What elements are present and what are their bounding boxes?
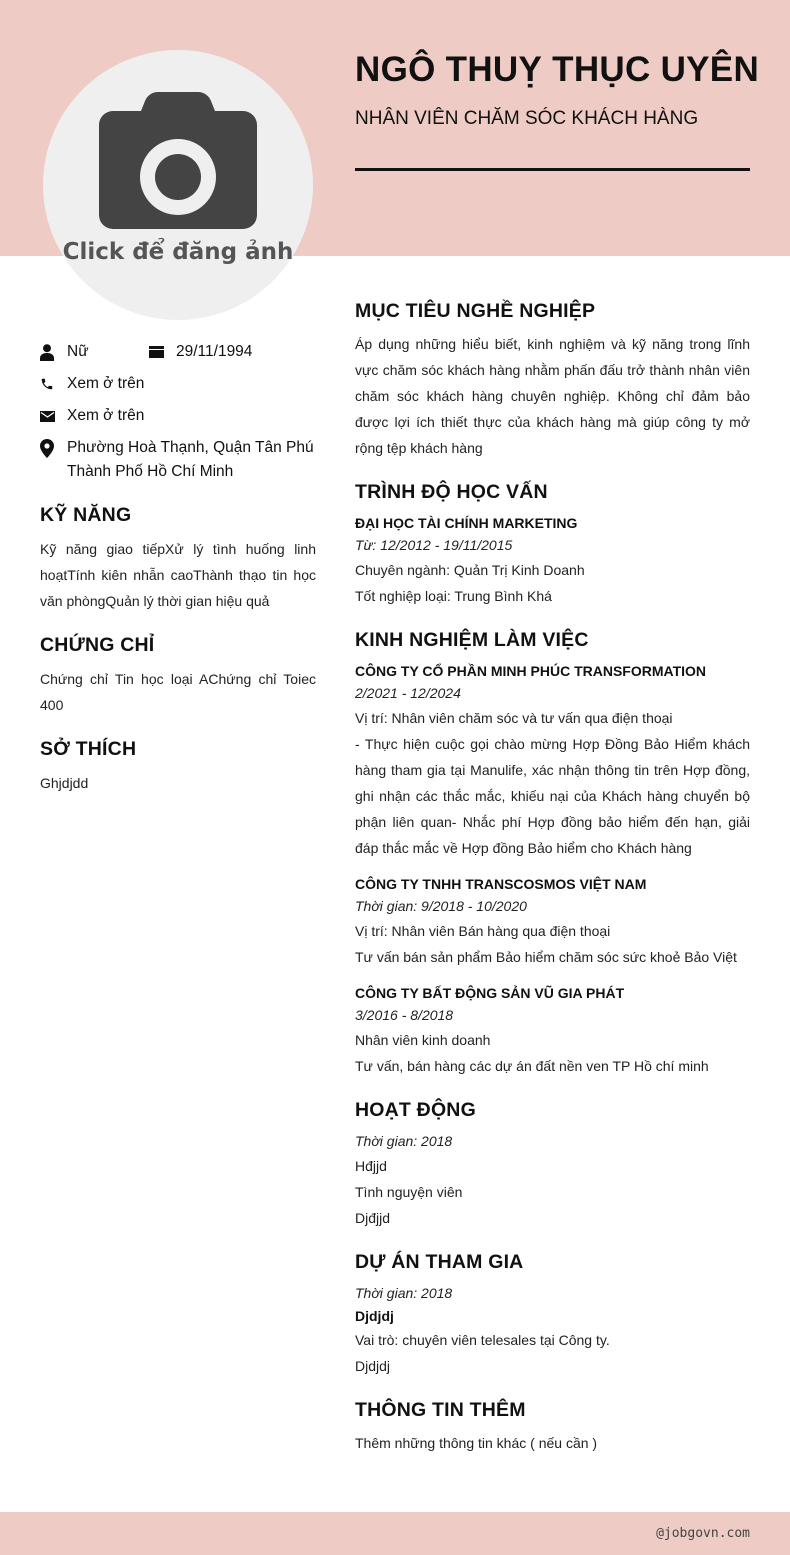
objective-section bbox=[355, 300, 750, 461]
address-row bbox=[40, 436, 316, 484]
project-name: Djdjdj bbox=[355, 1308, 394, 1324]
activity-org: Hđjjd bbox=[355, 1158, 387, 1174]
education-grade: Tốt nghiệp loại: Trung Bình Khá bbox=[355, 588, 552, 604]
activities-section bbox=[355, 1099, 750, 1231]
projects-heading: DỰ ÁN THAM GIA bbox=[355, 1251, 524, 1273]
right-column bbox=[355, 300, 750, 1476]
location-pin-icon bbox=[40, 436, 67, 460]
projects-section bbox=[355, 1251, 750, 1379]
job-company: CÔNG TY CỔ PHẦN MINH PHÚC TRANSFORMATION bbox=[355, 663, 707, 679]
person-icon bbox=[40, 340, 67, 364]
left-column bbox=[40, 340, 316, 796]
job-period: 2/2021 - 12/2024 bbox=[355, 685, 461, 701]
phone-row bbox=[40, 372, 316, 396]
objective-text: Áp dụng những hiểu biết, kinh nghiệm và kỹ năng trong lĩnh vực chăm sóc khách hàng nhằm phấn đấu trở thành nhân viên chăm sóc khách hàng chuyên nghiệp. Không chỉ đảm bảo được lợi ích thiết thực của khách hàng mà giúp công ty mở rộng tệp khách hàng bbox=[355, 336, 750, 456]
job-position: Vị trí: Nhân viên chăm sóc và tư vấn qua điện thoại bbox=[355, 710, 673, 726]
job-entry bbox=[355, 982, 750, 1079]
job-period: 3/2016 - 8/2018 bbox=[355, 1007, 454, 1023]
avatar-upload[interactable] bbox=[43, 50, 313, 320]
mail-icon bbox=[40, 404, 67, 428]
education-major: Chuyên ngành: Quản Trị Kinh Doanh bbox=[355, 562, 585, 578]
education-heading: TRÌNH ĐỘ HỌC VẤN bbox=[355, 481, 548, 503]
education-period: Từ: 12/2012 - 19/11/2015 bbox=[355, 537, 513, 553]
hobbies-heading: SỞ THÍCH bbox=[40, 738, 137, 760]
project-period: Thời gian: 2018 bbox=[355, 1285, 453, 1301]
title-divider bbox=[355, 168, 750, 171]
additional-heading: THÔNG TIN THÊM bbox=[355, 1399, 526, 1421]
candidate-title: NHÂN VIÊN CHĂM SÓC KHÁCH HÀNG bbox=[355, 108, 699, 129]
job-position: Vị trí: Nhân viên Bán hàng qua điện thoại bbox=[355, 923, 611, 939]
additional-section bbox=[355, 1399, 750, 1456]
school-name: ĐẠI HỌC TÀI CHÍNH MARKETING bbox=[355, 515, 578, 531]
email-value: Xem ở trên bbox=[67, 407, 145, 424]
job-description: Tư vấn, bán hàng các dự án đất nền ven TP Hồ chí minh bbox=[355, 1058, 709, 1074]
hobbies-text: Ghjdjdd bbox=[40, 775, 89, 791]
gender-birthday-row bbox=[40, 340, 316, 364]
skills-text: Kỹ năng giao tiếpXử lý tình huống linh hoạtTính kiên nhẫn caoThành thạo tin học văn phòngQuản lý thời gian hiệu quả bbox=[40, 541, 316, 609]
calendar-icon bbox=[149, 340, 176, 364]
avatar-upload-label: Click để đăng ảnh bbox=[62, 239, 294, 265]
camera-icon bbox=[98, 90, 258, 230]
job-company: CÔNG TY TNHH TRANSCOSMOS VIỆT NAM bbox=[355, 876, 647, 892]
skills-heading: KỸ NĂNG bbox=[40, 504, 132, 526]
email-row bbox=[40, 404, 316, 428]
gender-value: Nữ bbox=[67, 343, 89, 360]
job-company: CÔNG TY BẤT ĐỘNG SẢN VŨ GIA PHÁT bbox=[355, 985, 625, 1001]
activities-heading: HOẠT ĐỘNG bbox=[355, 1099, 476, 1121]
job-period: Thời gian: 9/2018 - 10/2020 bbox=[355, 898, 527, 914]
project-description: Djdjdj bbox=[355, 1358, 391, 1374]
certificates-text: Chứng chỉ Tin học loại AChứng chỉ Toiec 400 bbox=[40, 671, 316, 713]
activity-period: Thời gian: 2018 bbox=[355, 1133, 453, 1149]
footer-band bbox=[0, 1512, 790, 1555]
certificates-heading: CHỨNG CHỈ bbox=[40, 634, 155, 656]
education-section bbox=[355, 481, 750, 609]
address-value: Phường Hoà Thạnh, Quận Tân Phú Thành Phố Hồ Chí Minh bbox=[67, 439, 314, 480]
activity-role: Tình nguyện viên bbox=[355, 1184, 463, 1200]
job-entry bbox=[355, 660, 750, 861]
job-description: Tư vấn bán sản phẩm Bảo hiểm chăm sóc sức khoẻ Bảo Việt bbox=[355, 949, 737, 965]
additional-text: Thêm những thông tin khác ( nếu cần ) bbox=[355, 1435, 598, 1451]
job-position: Nhân viên kinh doanh bbox=[355, 1032, 491, 1048]
birthday-value: 29/11/1994 bbox=[176, 343, 253, 360]
phone-icon bbox=[40, 372, 67, 396]
project-role: Vai trò: chuyên viên telesales tại Công ty. bbox=[355, 1332, 610, 1348]
experience-section bbox=[355, 629, 750, 1079]
job-description: - Thực hiện cuộc gọi chào mừng Hợp Đồng Bảo Hiểm khách hàng tham gia tại Manulife, xác nhận thông tin trên Hợp đồng, ghi nhận các thắc mắc, khiếu nại của Khách hàng chuyển bộ phận liên quan- Nhắc phí Hợp đồng bảo hiểm đến hạn, giải đáp thắc mắc về Hợp đồng Bảo hiểm cho Khách hàng bbox=[355, 736, 750, 856]
experience-heading: KINH NGHIỆM LÀM VIỆC bbox=[355, 629, 589, 651]
objective-heading: MỤC TIÊU NGHỀ NGHIỆP bbox=[355, 300, 596, 322]
phone-value: Xem ở trên bbox=[67, 375, 145, 392]
job-entry bbox=[355, 873, 750, 970]
activity-description: Djđjjd bbox=[355, 1210, 391, 1226]
footer-brand: @jobgovn.com bbox=[656, 1526, 750, 1541]
candidate-name: NGÔ THUỴ THỤC UYÊN bbox=[355, 50, 760, 89]
